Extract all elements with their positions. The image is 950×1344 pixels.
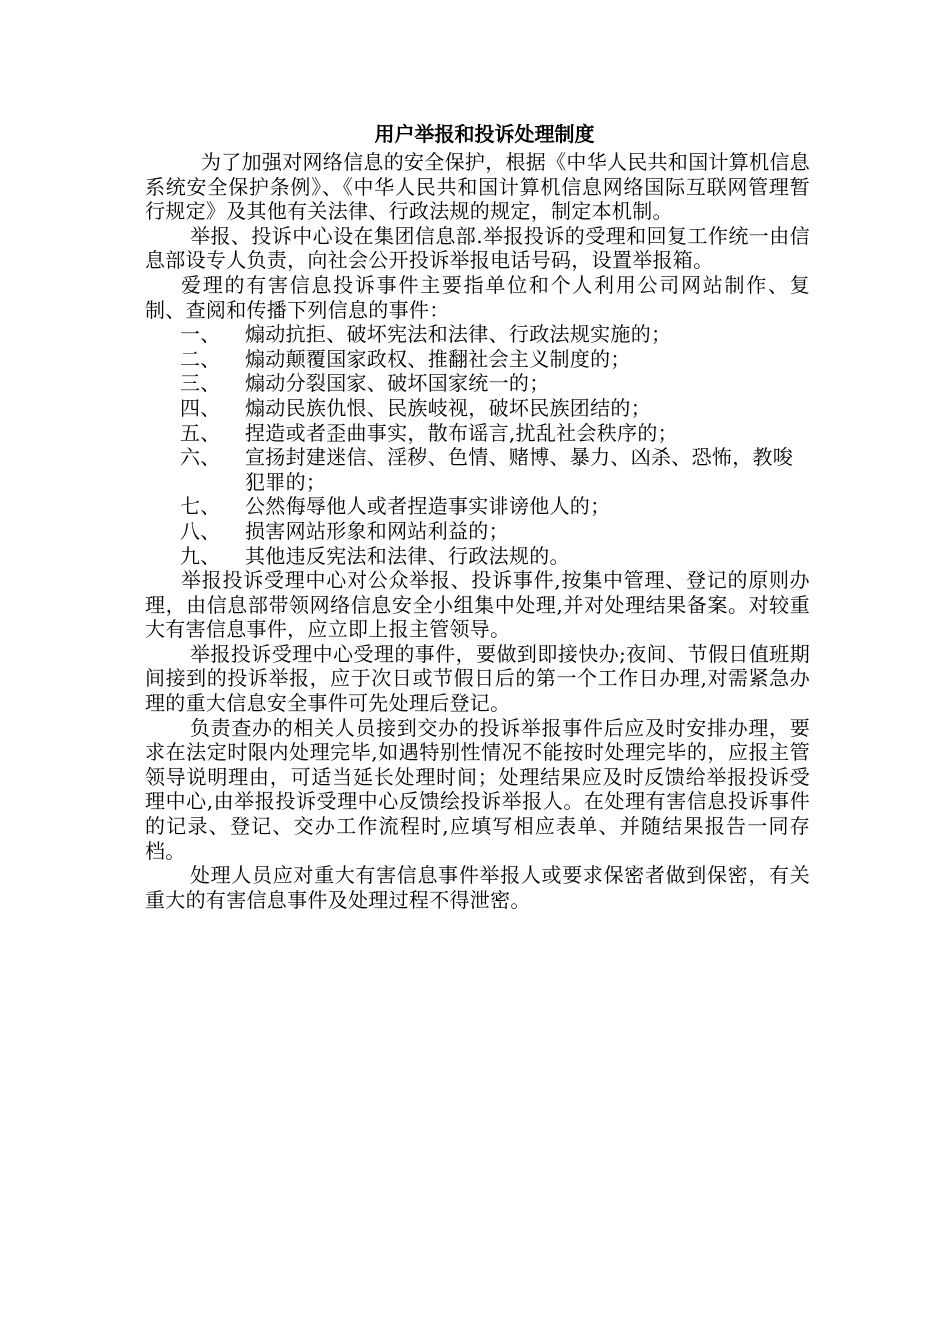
list-text: 其他违反宪法和法律、行政法规的。: [245, 543, 570, 568]
paragraph-intro: 为了加强对网络信息的安全保护，根据《中华人民共和国计算机信息系统安全保护条例》、《中华人民共和国计算机信息网络国际互联网管理暂行规定》及其他有关法律、行政法规的规定，制定本机制。: [145, 150, 810, 224]
paragraph-confidentiality: 处理人员应对重大有害信息事件举报人或要求保密者做到保密，有关重大的有害信息事件及处理过程不得泄密。: [145, 863, 810, 912]
paragraph-handling-staff: 负责查办的相关人员接到交办的投诉举报事件后应及时安排办理，要求在法定时限内处理完毕,如遇特别性情况不能按时处理完毕的，应报主管领导说明理由，可适当延长处理时间；处理结果应及时反馈给举报投诉受理中心,由举报投诉受理中心反馈绘投诉举报人。在处理有害信息投诉事件的记录、登记、交办工作流程时,应填写相应表单、并随结果报告一同存档。: [145, 715, 810, 863]
list-marker: 八、: [180, 518, 221, 543]
paragraph-handling-timing: 举报投诉受理中心受理的事件，要做到即接快办;夜间、节假日值班期间接到的投诉举报，应于次日或节假日后的第一个工作日办理,对需紧急办理的重大信息安全事件可先处理后登记。: [145, 641, 810, 716]
list-text: 煽动抗拒、破坏宪法和法律、行政法规实施的；: [245, 322, 672, 347]
list-text: 捏造或者歪曲事实，散布谣言,扰乱社会秩序的；: [245, 420, 678, 445]
paragraph-center: 举报、投诉中心设在集团信息部.举报投诉的受理和回复工作统一由信息部设专人负责，向社会公开投诉举报电话号码，设置举报箱。: [145, 223, 810, 273]
list-text: 宣扬封建迷信、淫秽、色情、赌博、暴力、凶杀、恐怖，教唆犯罪的；: [245, 445, 794, 494]
list-marker: 三、: [180, 371, 221, 396]
list-item: [145, 544, 810, 569]
prohibited-info-list: [145, 322, 810, 568]
list-marker: 一、: [180, 322, 221, 347]
list-item: [145, 421, 810, 446]
list-marker: 七、: [180, 494, 221, 519]
list-text: 煽动分裂国家、破坏国家统一的；: [245, 371, 550, 396]
list-text: 煽动民族仇恨、民族岐视，破坏民族团结的；: [245, 395, 651, 420]
paragraph-handling-principle: 举报投诉受理中心对公众举报、投诉事件,按集中管理、登记的原则办理，由信息部带领网络信息安全小组集中处理,并对处理结果备案。对较重大有害信息事件，应立即上报主管领导。: [145, 568, 810, 642]
list-marker: 六、: [180, 445, 221, 470]
document-title: 用户举报和投诉处理制度: [374, 122, 595, 146]
list-item: [145, 371, 810, 396]
document-page: [145, 118, 810, 912]
paragraph-scope: 爱理的有害信息投诉事件主要指单位和个人利用公司网站制作、复制、查阅和传播下列信息的事件：: [145, 272, 810, 322]
list-marker: 二、: [180, 346, 221, 371]
list-item: [145, 322, 810, 347]
list-marker: 五、: [180, 420, 221, 445]
list-marker: 四、: [180, 395, 221, 420]
list-marker: 九、: [180, 543, 221, 568]
list-text: 煽动颠覆国家政权、推翻社会主义制度的；: [245, 346, 631, 371]
list-item: [145, 445, 810, 494]
list-text: 损害网站形象和网站利益的；: [245, 518, 509, 543]
list-item: [145, 347, 810, 372]
list-item: [145, 396, 810, 421]
list-item: [145, 519, 810, 544]
list-item: [145, 494, 810, 519]
list-text: 公然侮辱他人或者捏造事实诽谤他人的；: [245, 494, 611, 519]
